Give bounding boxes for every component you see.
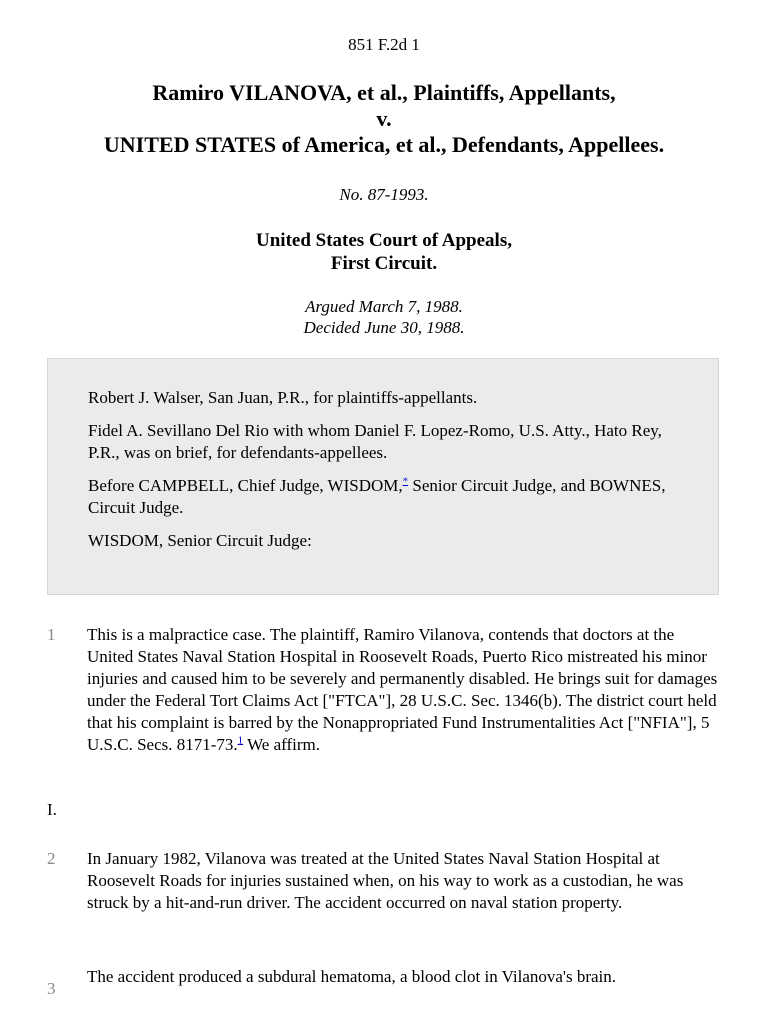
paragraph-text-pre: This is a malpractice case. The plaintiff, Ramiro Vilanova, contends that doctors at the United States Naval Station Hospital in Roosevelt Roads, Puerto Rico mistreated his minor injuries and caused him to be severely and permanently disabled. He brings suit for damages under the Federal Tort Claims Act ["FTCA"], 28 U.S.C. Sec. 1346(b). The district court held that his complaint is barred by the Nonappropriated Fund Instrumentalities Act ["NFIA"], 5 U.S.C. Secs. 8171-73.	[87, 625, 718, 754]
panel-judges	[88, 475, 678, 519]
case-dates	[0, 296, 768, 338]
court-name	[0, 229, 768, 275]
counsel-appellees: Fidel A. Sevillano Del Rio with whom Daniel F. Lopez-Romo, U.S. Atty., Hato Rey, P.R., was on brief, for defendants-appellees.	[88, 421, 662, 462]
argued-date: Argued March 7, 1988.	[305, 297, 463, 316]
citation: 851 F.2d 1	[348, 35, 420, 54]
section-heading: I.	[47, 800, 57, 819]
counsel-appellants: Robert J. Walser, San Juan, P.R., for plaintiffs-appellants.	[88, 388, 478, 407]
caption-defendants: UNITED STATES of America, et al., Defendants, Appellees.	[103, 132, 665, 157]
paragraph-number: 2	[47, 849, 56, 868]
paragraph-number: 1	[47, 625, 56, 644]
panel-judges-text-pre: Before CAMPBELL, Chief Judge, WISDOM,	[88, 476, 403, 495]
paragraph-number: 3	[47, 979, 56, 998]
docket-number: No. 87-1993.	[339, 185, 429, 204]
paragraph-text: In January 1982, Vilanova was treated at the United States Naval Station Hospital at Roosevelt Roads for injuries sustained when, on his way to work as a custodian, he was struck by a hit-and-run driver. The accident occurred on naval station property.	[87, 849, 684, 912]
paragraph-text	[87, 624, 719, 756]
court-name-line2: First Circuit.	[330, 253, 438, 274]
opinion-author: WISDOM, Senior Circuit Judge:	[88, 531, 312, 550]
decided-date: Decided June 30, 1988.	[303, 318, 465, 337]
paragraph-text: The accident produced a subdural hematoma, a blood clot in Vilanova's brain.	[87, 967, 617, 986]
paragraph-text-post: We affirm.	[243, 735, 320, 754]
case-caption	[0, 80, 768, 158]
court-name-line1: United States Court of Appeals,	[256, 230, 512, 251]
footnote-star-link[interactable]: *	[402, 475, 409, 488]
caption-plaintiffs: Ramiro VILANOVA, et al., Plaintiffs, Appellants,	[152, 80, 616, 105]
panel-judges-text-post: Senior Circuit Judge, and BOWNES, Circuit Judge.	[88, 476, 666, 517]
caption-versus: v.	[376, 106, 392, 131]
counsel-box	[47, 358, 719, 595]
footnote-1-link[interactable]: 1	[237, 734, 244, 747]
